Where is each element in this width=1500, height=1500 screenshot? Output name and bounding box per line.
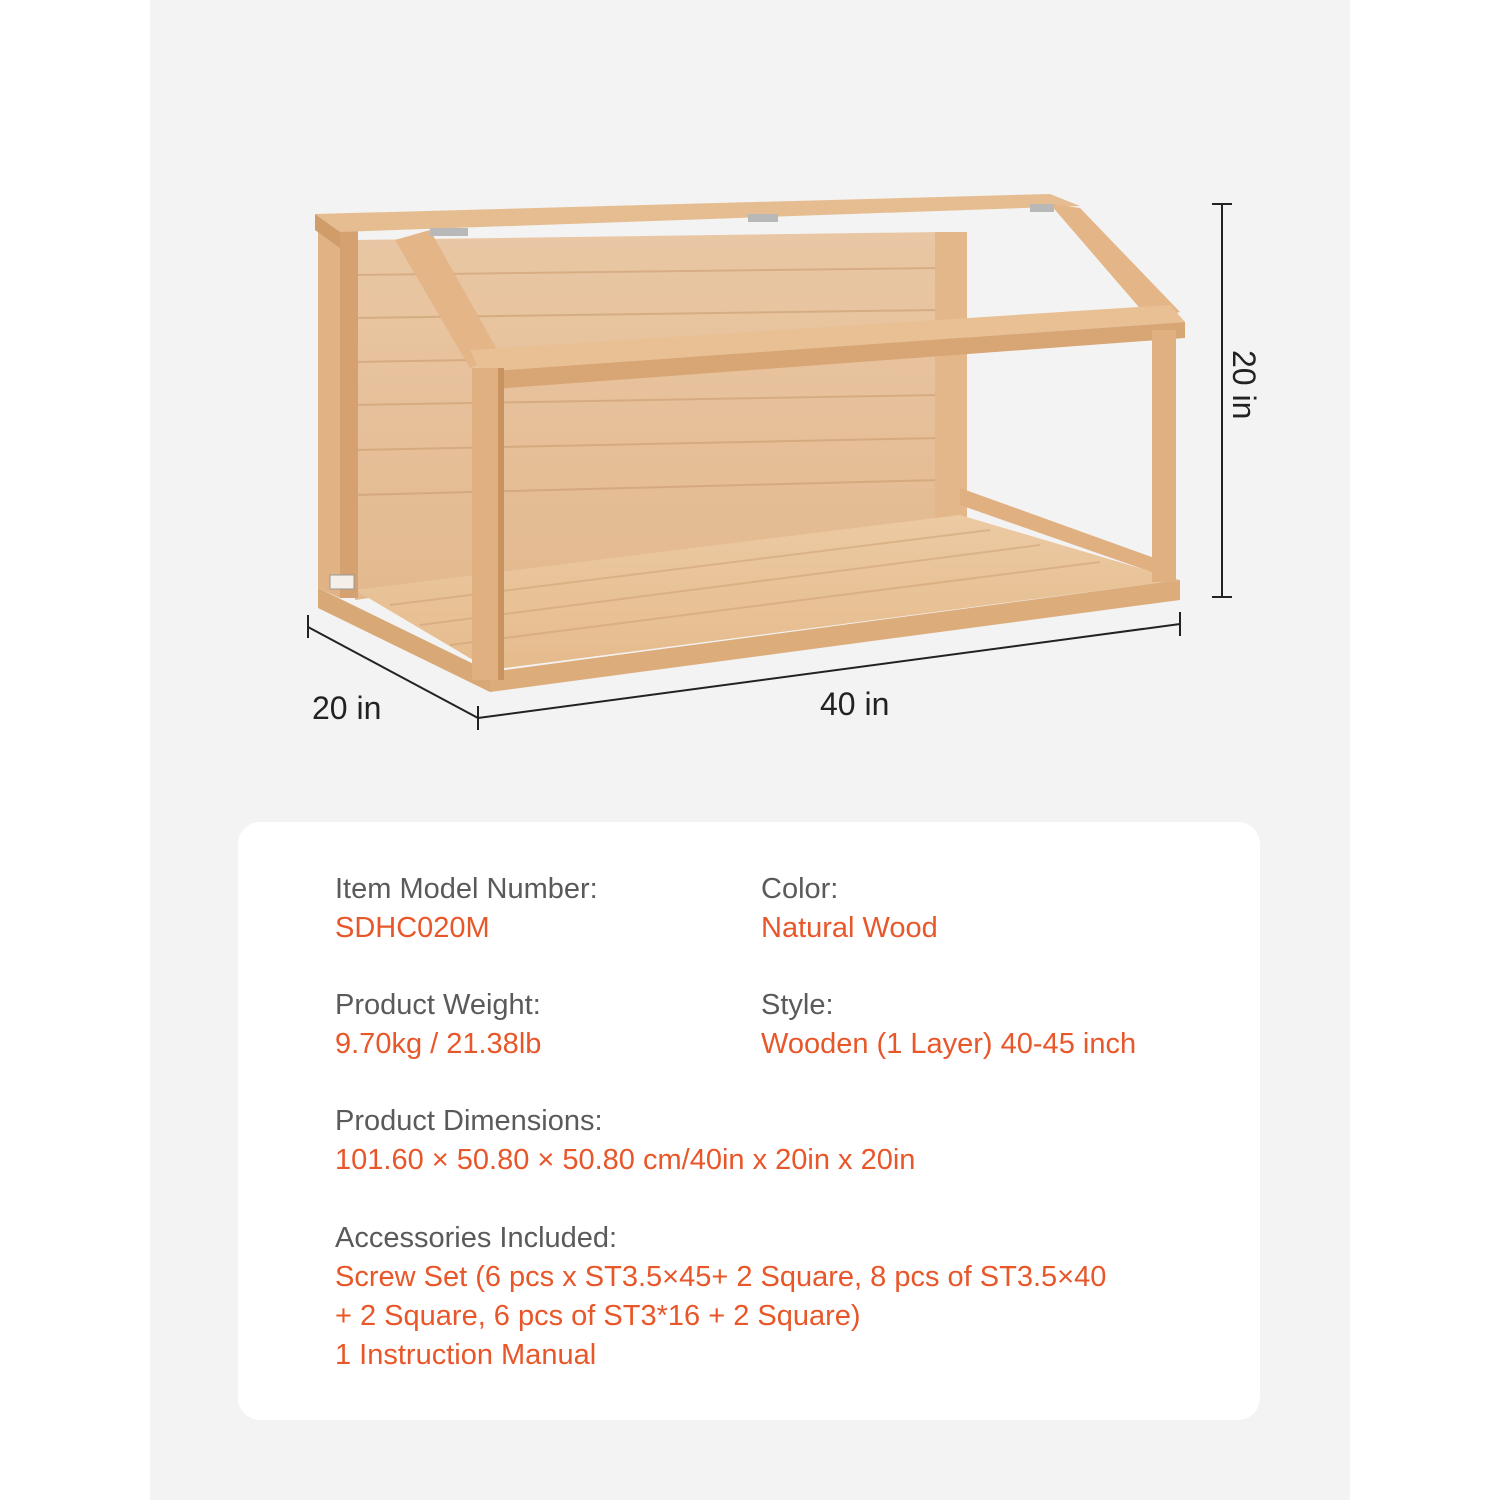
spec-model-number bbox=[335, 870, 598, 948]
spec-label: Product Dimensions: bbox=[335, 1105, 603, 1137]
spec-value: Screw Set (6 pcs x ST3.5×45+ 2 Square, 8 pcs of ST3.5×40 + 2 Square, 6 pcs of ST3*16 + 2 Square) 1 Instruction Manual bbox=[335, 1261, 1107, 1371]
spec-label: Color: bbox=[761, 873, 839, 905]
spec-style bbox=[761, 986, 1136, 1064]
spec-value: SDHC020M bbox=[335, 912, 490, 944]
spec-value: Wooden (1 Layer) 40-45 inch bbox=[761, 1028, 1137, 1060]
spec-product-weight bbox=[335, 986, 541, 1064]
spec-accessories bbox=[335, 1219, 1235, 1375]
spec-product-dimensions bbox=[335, 1102, 915, 1180]
spec-value: 101.60 × 50.80 × 50.80 cm/40in x 20in x 20in bbox=[335, 1144, 916, 1176]
wooden-cold-frame bbox=[315, 194, 1185, 692]
spec-label: Style: bbox=[761, 989, 834, 1021]
spec-color bbox=[761, 870, 938, 948]
spec-label: Accessories Included: bbox=[335, 1222, 618, 1254]
spec-value: 9.70kg / 21.38lb bbox=[335, 1028, 542, 1060]
spec-label: Product Weight: bbox=[335, 989, 541, 1021]
width-dimension-label: 40 in bbox=[820, 686, 890, 722]
height-dimension-label: 20 in bbox=[1226, 350, 1262, 420]
spec-value: Natural Wood bbox=[761, 912, 938, 944]
specifications-card bbox=[238, 822, 1260, 1420]
depth-dimension-label: 20 in bbox=[312, 690, 382, 726]
spec-label: Item Model Number: bbox=[335, 873, 598, 905]
